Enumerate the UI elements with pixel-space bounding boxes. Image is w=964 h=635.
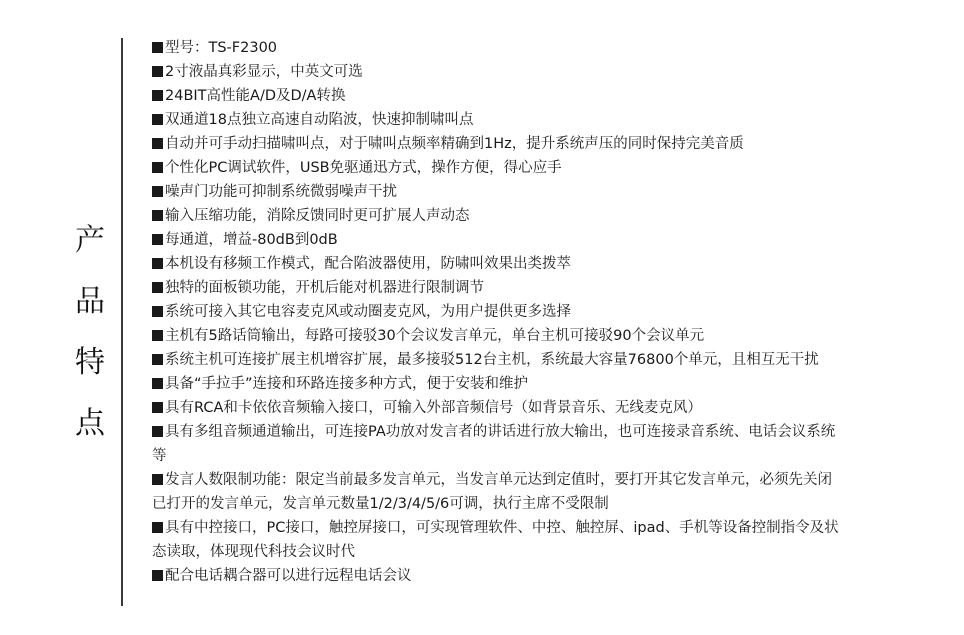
vertical-divider [121, 38, 123, 606]
list-item [152, 180, 842, 204]
square-bullet-icon [152, 186, 163, 197]
square-bullet-icon [152, 474, 163, 485]
list-item [152, 372, 842, 396]
feature-text: 独特的面板锁功能，开机后能对机器进行限制调节 [165, 280, 484, 296]
square-bullet-icon [152, 42, 163, 53]
section-title-char: 产 [75, 223, 105, 258]
square-bullet-icon [152, 90, 163, 101]
feature-text: 具备“手拉手”连接和环路连接多种方式，便于安装和维护 [165, 376, 529, 392]
feature-text: 型号：TS-F2300 [165, 40, 278, 56]
square-bullet-icon [152, 330, 163, 341]
list-item [152, 420, 842, 468]
section-title-char: 特 [75, 345, 105, 380]
feature-text: 配合电话耦合器可以进行远程电话会议 [165, 568, 412, 584]
feature-text: 主机有5路话筒输出，每路可接驳30个会议发言单元，单台主机可接驳90个会议单元 [165, 328, 705, 344]
square-bullet-icon [152, 138, 163, 149]
list-item [152, 324, 842, 348]
list-item [152, 84, 842, 108]
square-bullet-icon [152, 402, 163, 413]
list-item [152, 348, 842, 372]
square-bullet-icon [152, 234, 163, 245]
square-bullet-icon [152, 282, 163, 293]
square-bullet-icon [152, 426, 163, 437]
feature-text: 本机设有移频工作模式，配合陷波器使用，防啸叫效果出类拨萃 [165, 256, 571, 272]
section-title-char: 点 [75, 406, 105, 441]
list-item [152, 108, 842, 132]
list-item [152, 300, 842, 324]
square-bullet-icon [152, 306, 163, 317]
square-bullet-icon [152, 114, 163, 125]
feature-text: 个性化PC调试软件，USB免驱通迅方式，操作方便，得心应手 [165, 160, 562, 176]
feature-text: 输入压缩功能，消除反馈同时更可扩展人声动态 [165, 208, 470, 224]
feature-text: 自动并可手动扫描啸叫点，对于啸叫点频率精确到1Hz，提升系统声压的同时保持完美音质 [165, 136, 744, 152]
square-bullet-icon [152, 354, 163, 365]
list-item [152, 468, 842, 516]
list-item [152, 276, 842, 300]
feature-text: 具有多组音频通道输出，可连接PA功放对发言者的讲话进行放大输出，也可连接录音系统、电话会议系统等 [152, 424, 836, 464]
list-item [152, 60, 842, 84]
feature-text: 系统主机可连接扩展主机增容扩展，最多接驳512台主机，系统最大容量76800个单元，且相互无干扰 [165, 352, 819, 368]
section-title-char: 品 [75, 284, 105, 319]
square-bullet-icon [152, 210, 163, 221]
list-item [152, 228, 842, 252]
feature-text: 双通道18点独立高速自动陷波，快速抑制啸叫点 [165, 112, 474, 128]
feature-text: 具有中控接口，PC接口，触控屏接口，可实现管理软件、中控、触控屏、ipad、手机等设备控制指令及状态读取，体现现代科技会议时代 [152, 520, 839, 560]
feature-text: 系统可接入其它电容麦克风或动圈麦克风，为用户提供更多选择 [165, 304, 571, 320]
square-bullet-icon [152, 258, 163, 269]
square-bullet-icon [152, 66, 163, 77]
feature-list [152, 36, 842, 588]
list-item [152, 396, 842, 420]
list-item [152, 516, 842, 564]
square-bullet-icon [152, 378, 163, 389]
list-item [152, 156, 842, 180]
list-item [152, 204, 842, 228]
list-item [152, 564, 842, 588]
section-title [72, 223, 108, 470]
feature-text: 2寸液晶真彩显示，中英文可选 [165, 64, 363, 80]
list-item [152, 252, 842, 276]
feature-text: 24BIT高性能A/D及D/A转换 [165, 88, 346, 104]
list-item [152, 36, 842, 60]
square-bullet-icon [152, 162, 163, 173]
feature-text: 发言人数限制功能：限定当前最多发言单元，当发言单元达到定值时，要打开其它发言单元，必须先关闭已打开的发言单元，发言单元数量1/2/3/4/5/6可调，执行主席不受限制 [152, 472, 832, 512]
feature-text: 噪声门功能可抑制系统微弱噪声干扰 [165, 184, 397, 200]
list-item [152, 132, 842, 156]
square-bullet-icon [152, 522, 163, 533]
square-bullet-icon [152, 570, 163, 581]
feature-text: 每通道，增益-80dB到0dB [165, 232, 338, 248]
feature-text: 具有RCA和卡依依音频输入接口，可输入外部音频信号（如背景音乐、无线麦克风） [165, 400, 702, 416]
